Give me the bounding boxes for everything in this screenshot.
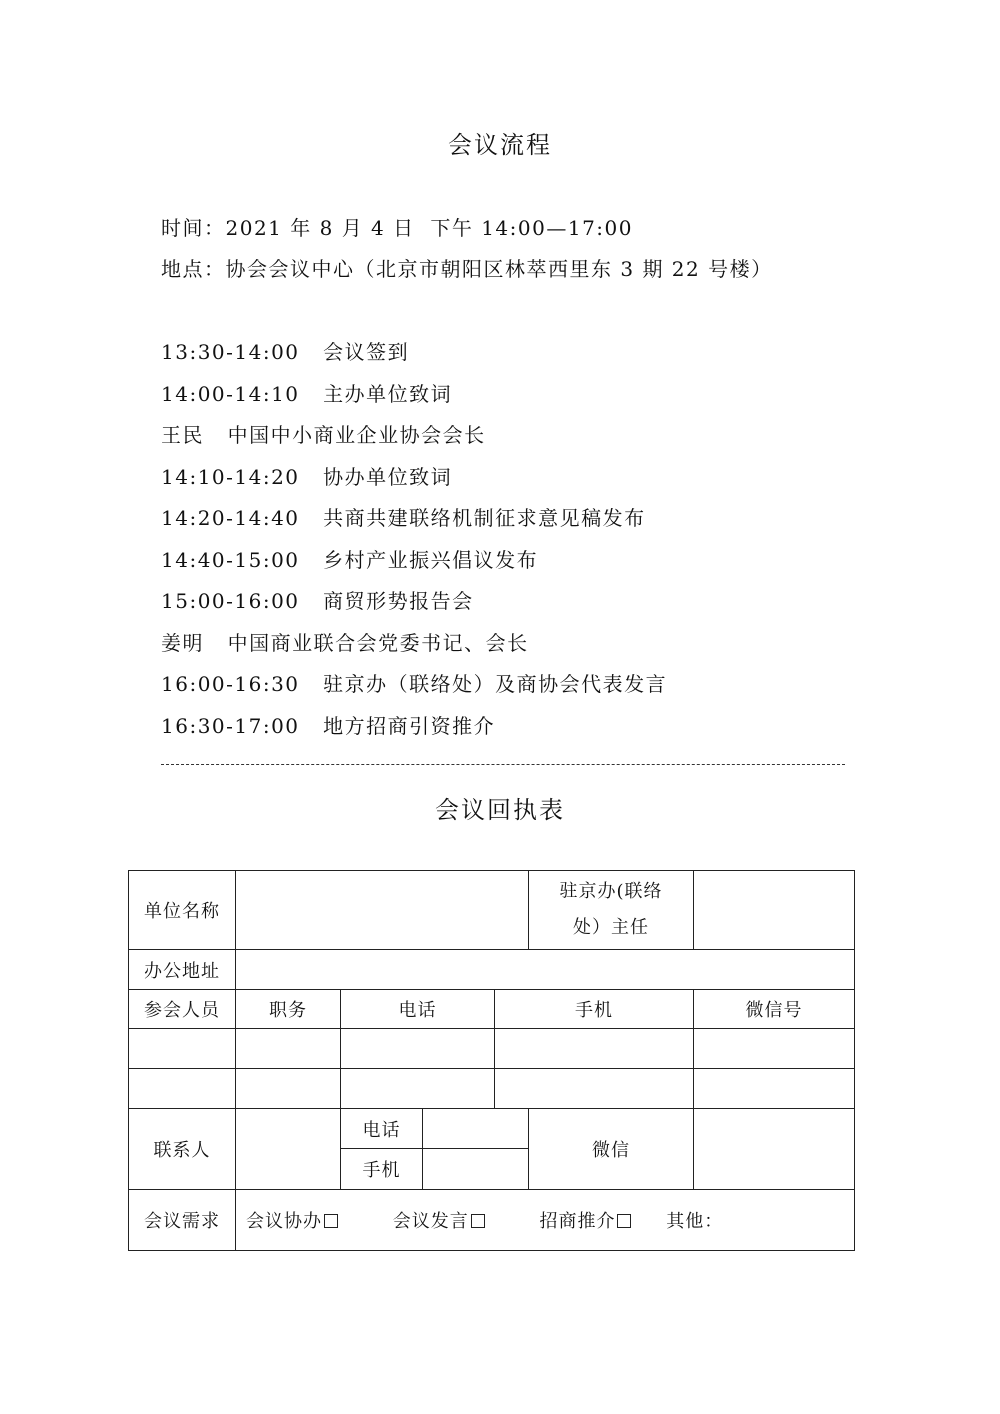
position-header: 职务	[236, 990, 341, 1029]
attendee-mobile-field[interactable]	[495, 1069, 694, 1109]
time-line: 时间：2021 年 8 月 4 日 下午 14:00—17:00	[161, 216, 633, 240]
attendees-label: 参会人员	[129, 990, 236, 1029]
contact-name-field[interactable]	[236, 1109, 341, 1190]
schedule-item: 15:00-16:00 商贸形势报告会	[161, 589, 474, 613]
schedule-item: 14:40-15:00 乡村产业振兴倡议发布	[161, 547, 539, 572]
office-address-label: 办公地址	[129, 950, 236, 990]
office-head-label	[529, 871, 694, 950]
contact-label: 联系人	[129, 1109, 236, 1190]
schedule-item: 14:10-14:20 协办单位致词	[161, 464, 453, 489]
mobile-header: 手机	[495, 990, 694, 1029]
contact-phone-field[interactable]	[423, 1109, 529, 1149]
checkbox-icon[interactable]	[617, 1214, 631, 1228]
office-head-label-line2: 处）主任	[573, 917, 649, 938]
attendee-phone-field[interactable]	[341, 1069, 495, 1109]
schedule-item: 王民 中国中小商业企业协会会长	[161, 423, 486, 447]
need-other-label: 其他：	[666, 1211, 724, 1232]
attendee-phone-field[interactable]	[341, 1029, 495, 1069]
checkbox-icon[interactable]	[324, 1214, 338, 1228]
schedule-item: 14:00-14:10 主办单位致词	[161, 381, 453, 406]
need-speech-label: 会议发言	[392, 1211, 469, 1232]
attendee-cell[interactable]	[129, 1029, 236, 1069]
schedule-item: 14:20-14:40 共商共建联络机制征求意见稿发布	[161, 506, 646, 530]
phone-header: 电话	[341, 990, 495, 1029]
receipt-form-table	[128, 870, 855, 1251]
checkbox-icon[interactable]	[471, 1214, 485, 1228]
office-address-field[interactable]	[236, 950, 855, 990]
office-head-label-line1: 驻京办(联络	[559, 881, 663, 902]
unit-name-field[interactable]	[236, 871, 529, 950]
attendee-wechat-field[interactable]	[694, 1029, 855, 1069]
contact-mobile-label: 手机	[341, 1149, 423, 1190]
place-line: 地点：协会会议中心（北京市朝阳区林萃西里东 3 期 22 号楼）	[161, 257, 773, 281]
need-invest-label: 招商推介	[539, 1211, 616, 1232]
contact-wechat-label: 微信	[529, 1109, 694, 1190]
attendee-position-field[interactable]	[236, 1069, 341, 1109]
schedule-item: 16:30-17:00 地方招商引资推介	[161, 713, 496, 738]
needs-label: 会议需求	[129, 1190, 236, 1251]
need-cohost-label: 会议协办	[246, 1211, 322, 1232]
receipt-title: 会议回执表	[435, 796, 565, 824]
attendee-mobile-field[interactable]	[495, 1029, 694, 1069]
contact-phone-label: 电话	[341, 1109, 423, 1149]
schedule-item: 13:30-14:00 会议签到	[161, 340, 410, 364]
schedule-title: 会议流程	[448, 131, 552, 159]
schedule-item: 16:00-16:30 驻京办（联络处）及商协会代表发言	[161, 672, 668, 696]
needs-options	[236, 1190, 855, 1251]
contact-wechat-field[interactable]	[694, 1109, 855, 1190]
need-invest-option[interactable]	[539, 1207, 631, 1233]
attendee-cell[interactable]	[129, 1069, 236, 1109]
cut-line-divider	[161, 764, 845, 765]
attendee-position-field[interactable]	[236, 1029, 341, 1069]
need-speech-option[interactable]	[393, 1207, 485, 1233]
need-cohost-option[interactable]	[246, 1207, 338, 1233]
contact-mobile-field[interactable]	[423, 1149, 529, 1190]
schedule-item: 姜明 中国商业联合会党委书记、会长	[161, 630, 529, 655]
unit-name-label: 单位名称	[129, 871, 236, 950]
attendee-wechat-field[interactable]	[694, 1069, 855, 1109]
office-head-field[interactable]	[694, 871, 855, 950]
wechat-id-header: 微信号	[694, 990, 855, 1029]
